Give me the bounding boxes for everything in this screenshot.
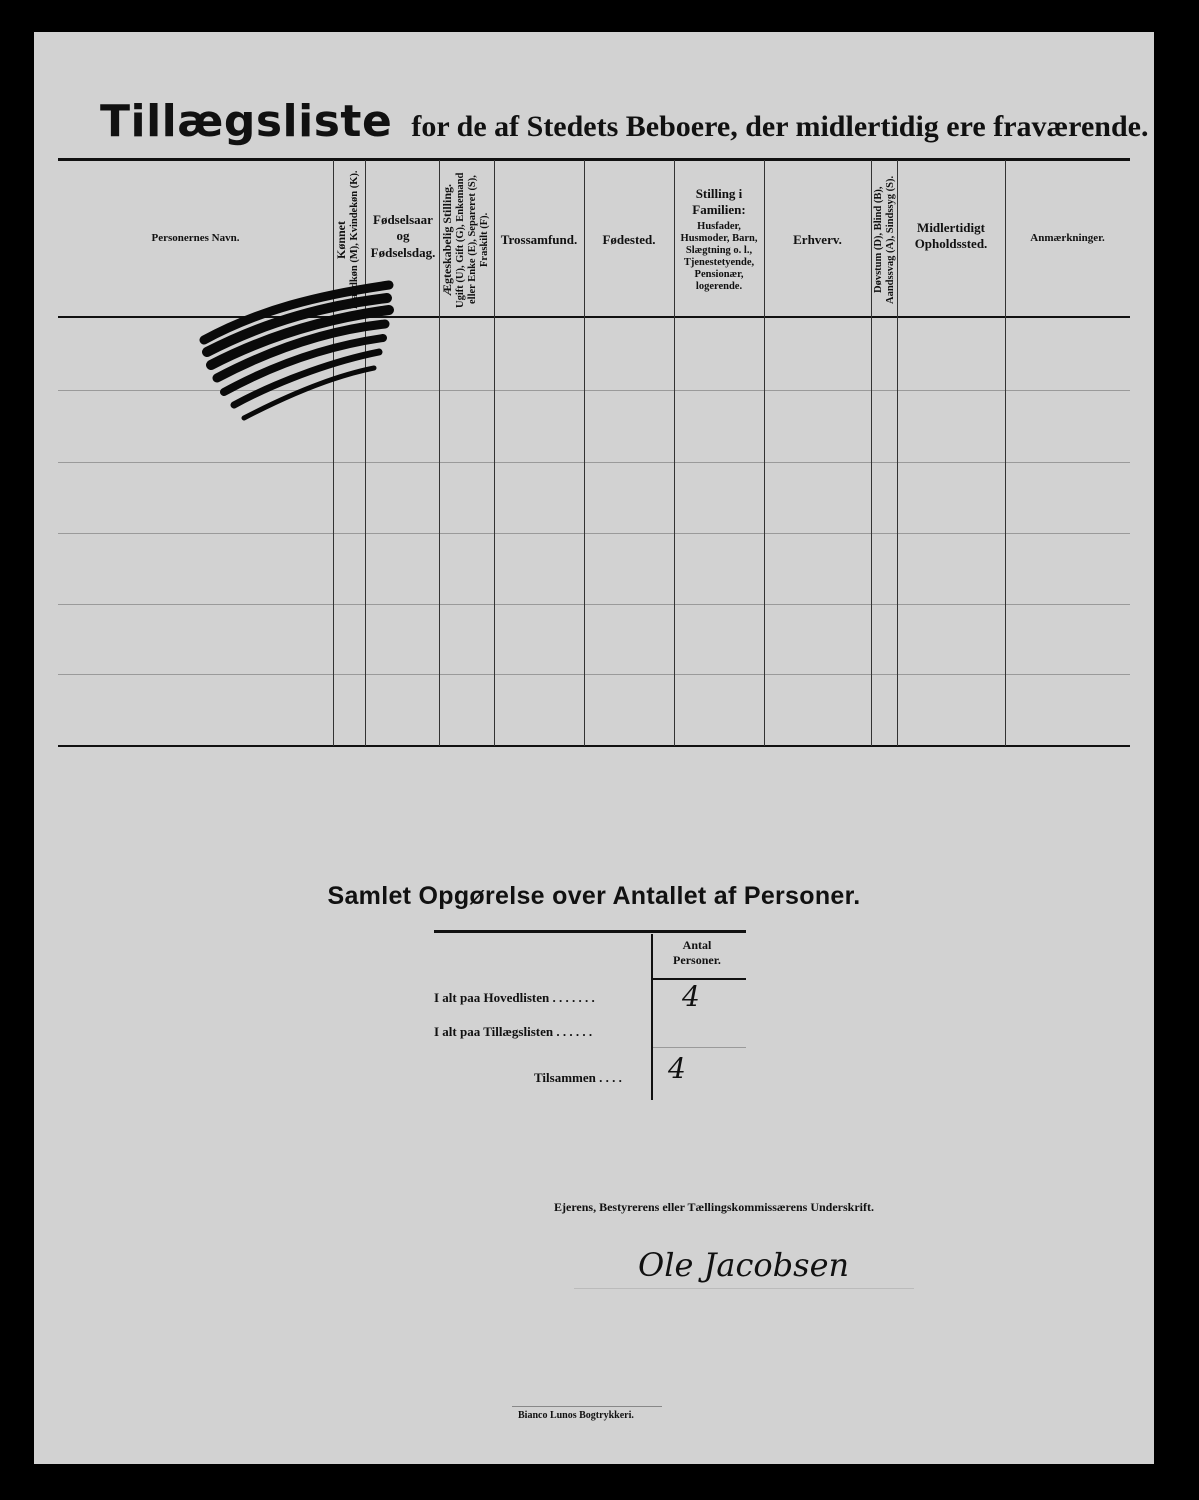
header-navn: Personernes Navn. [151, 232, 240, 244]
column-divider [1005, 160, 1006, 746]
summary-label-tilsammen: Tilsammen . . . . [534, 1070, 622, 1085]
table-top-rule [58, 158, 1130, 161]
header-stilling-label: Stilling i Familien: [692, 186, 746, 218]
summary-value-hovedlisten: 4 [682, 980, 700, 1013]
header-ophold: Midlertidigt Opholdssted. [914, 220, 988, 252]
summary-value-tilsammen: 4 [668, 1052, 686, 1085]
table-row [58, 533, 1130, 534]
column-divider [871, 160, 872, 746]
header-stilling [674, 186, 764, 293]
table-bottom-rule [58, 745, 1130, 747]
header-konnet-sub: Mandkøn (M), Kvindekøn (K). [348, 170, 360, 310]
header-aegteskab-sub: Ugift (U), Gift (G), Enkemand eller Enke (E), Separeret (S), Fraskilt (F). [454, 172, 490, 308]
header-erhverv: Erhverv. [793, 232, 842, 247]
table-row [58, 604, 1130, 605]
signature-line [574, 1288, 914, 1289]
title-rest-prefix: for de af Stedets Beboere, der midlertidig ere [411, 110, 986, 143]
header-stilling-sub: Husfader, Husmoder, Barn, Slægtning o. l., Tjenestetyende, Pensionær, logerende. [680, 220, 758, 292]
table-row [58, 462, 1130, 463]
header-konnet-label: Kønnet [334, 221, 348, 260]
column-divider [897, 160, 898, 746]
page-title [100, 96, 1148, 147]
header-tro: Trossamfund. [500, 232, 578, 247]
signature: Ole Jacobsen [638, 1246, 850, 1284]
summary-title: Samlet Opgørelse over Antallet af Personer. [327, 882, 861, 910]
summary-label-hovedlisten: I alt paa Hovedlisten . . . . . . . [434, 990, 595, 1005]
summary-column-rule [651, 934, 653, 1100]
summary-label-tillaegslisten: I alt paa Tillægslisten . . . . . . [434, 1024, 593, 1039]
header-aegteskab [441, 166, 493, 314]
header-aegteskab-label: Ægteskabelig Stilling. [440, 184, 454, 297]
summary-row-rule [653, 1047, 746, 1048]
summary-column-header: Antal Personer. [673, 938, 721, 967]
signature-caption: Ejerens, Bestyrerens eller Tællingskommissærens Underskrift. [554, 1200, 874, 1214]
summary-top-rule [434, 930, 746, 933]
column-divider [365, 160, 366, 746]
printer-rule [512, 1406, 662, 1407]
title-emphasis: fraværende. [993, 110, 1149, 143]
table-row [58, 674, 1130, 675]
census-sheet [34, 32, 1154, 1464]
header-fodested: Fødested. [602, 232, 656, 247]
header-dovstum: Døvstum (D), Blind (B), Aandssvag (A), Sindssyg (S). [873, 175, 897, 305]
header-anm: Anmærkninger. [1030, 232, 1105, 244]
title-main: Tillægsliste [100, 96, 393, 147]
ink-strike-out [199, 280, 399, 430]
printer-imprint: Bianco Lunos Bogtrykkeri. [518, 1410, 634, 1421]
header-fodsel: Fødselsaar og Fødselsdag. [370, 212, 436, 260]
title-subtitle [411, 110, 1148, 143]
